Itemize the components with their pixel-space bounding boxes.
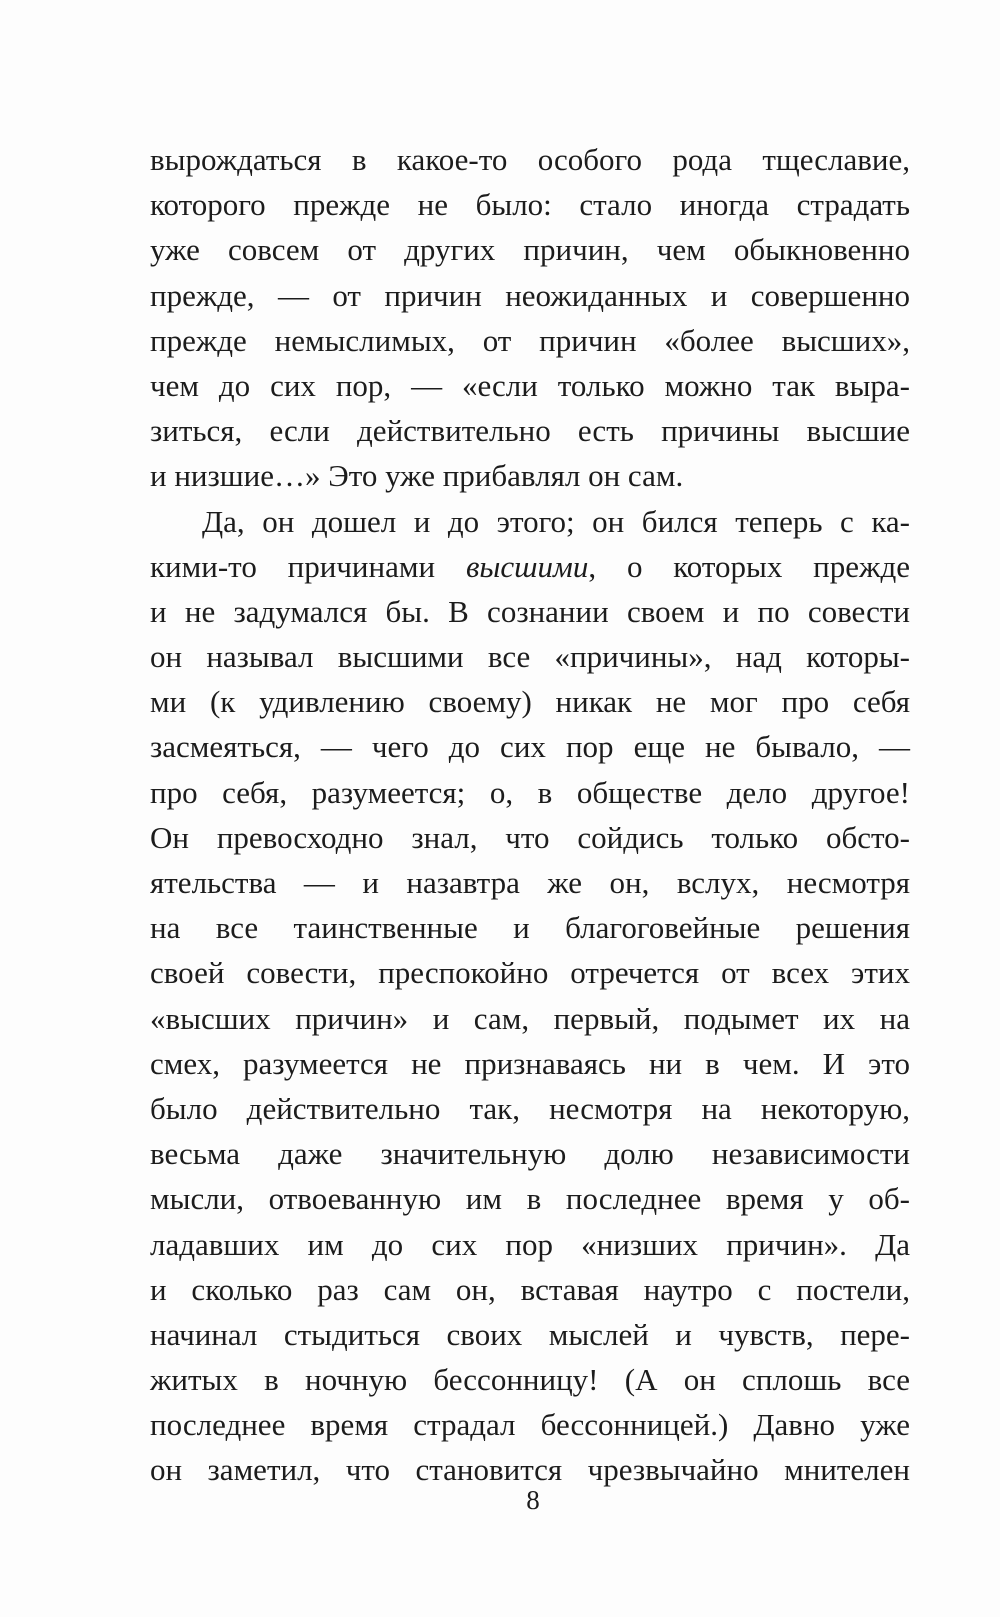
emphasized-word: высшими: [465, 548, 589, 584]
text-line: кими-то причинами высшими, о которых прежде: [150, 548, 910, 584]
text-line: и низшие…» Это уже прибавлял он сам.: [150, 458, 684, 494]
text-line: смех, разумеется не признаваясь ни в чем. И это: [150, 1045, 910, 1081]
text-line: которого прежде не было: стало иногда страдать: [150, 187, 910, 223]
text-line: житых в ночную бессонницу! (А он сплошь все: [150, 1362, 910, 1398]
text-line: было действительно так, несмотря на некоторую,: [150, 1090, 910, 1126]
text-line: и сколько раз сам он, вставая наутро с постели,: [150, 1271, 910, 1307]
text-line: он называл высшими все «причины», над которы-: [150, 639, 910, 675]
text-line: засмеяться, — чего до сих пор еще не бывало, —: [150, 729, 910, 765]
text-line: ятельства — и назавтра же он, вслух, несмотря: [150, 865, 910, 900]
text-line: весьма даже значительную долю независимости: [150, 1136, 910, 1172]
text-line: на все таинственные и благоговейные решения: [150, 910, 910, 946]
text-line: вырождаться в какое-то особого рода тщеславие,: [150, 142, 910, 177]
text-line: уже совсем от других причин, чем обыкновенно: [150, 232, 910, 268]
text-line: зиться, если действительно есть причины высшие: [150, 413, 910, 449]
text-line: ми (к удивлению своему) никак не мог про себя: [150, 684, 910, 720]
text-line: начинал стыдиться своих мыслей и чувств, пере-: [150, 1316, 910, 1352]
text-line: он заметил, что становится чрезвычайно мнителен: [150, 1452, 910, 1488]
text-line: и не задумался бы. В сознании своем и по совести: [150, 593, 910, 629]
body-text: [150, 137, 910, 1493]
text-line: Он превосходно знал, что сойдись только обсто-: [150, 819, 910, 855]
text-line: ладавших им до сих пор «низших причин». Да: [150, 1226, 910, 1262]
page-number: 8: [526, 1485, 540, 1515]
paragraph-start-line: Да, он дошел и до этого; он бился теперь с ка-: [202, 503, 910, 539]
text-line: прежде, — от причин неожиданных и совершенно: [150, 277, 910, 313]
text-line: прежде немыслимых, от причин «более высших»,: [150, 322, 910, 358]
text-line: чем до сих пор, — «если только можно так выра-: [150, 367, 910, 403]
text-line: про себя, разумеется; о, в обществе дело другое!: [150, 774, 910, 810]
text-line: «высших причин» и сам, первый, подымет их на: [150, 1000, 910, 1036]
text-line: своей совести, преспокойно отречется от всех этих: [150, 955, 910, 991]
text-line: мысли, отвоеванную им в последнее время у об-: [150, 1181, 910, 1217]
text-line: последнее время страдал бессонницей.) Давно уже: [150, 1407, 910, 1443]
